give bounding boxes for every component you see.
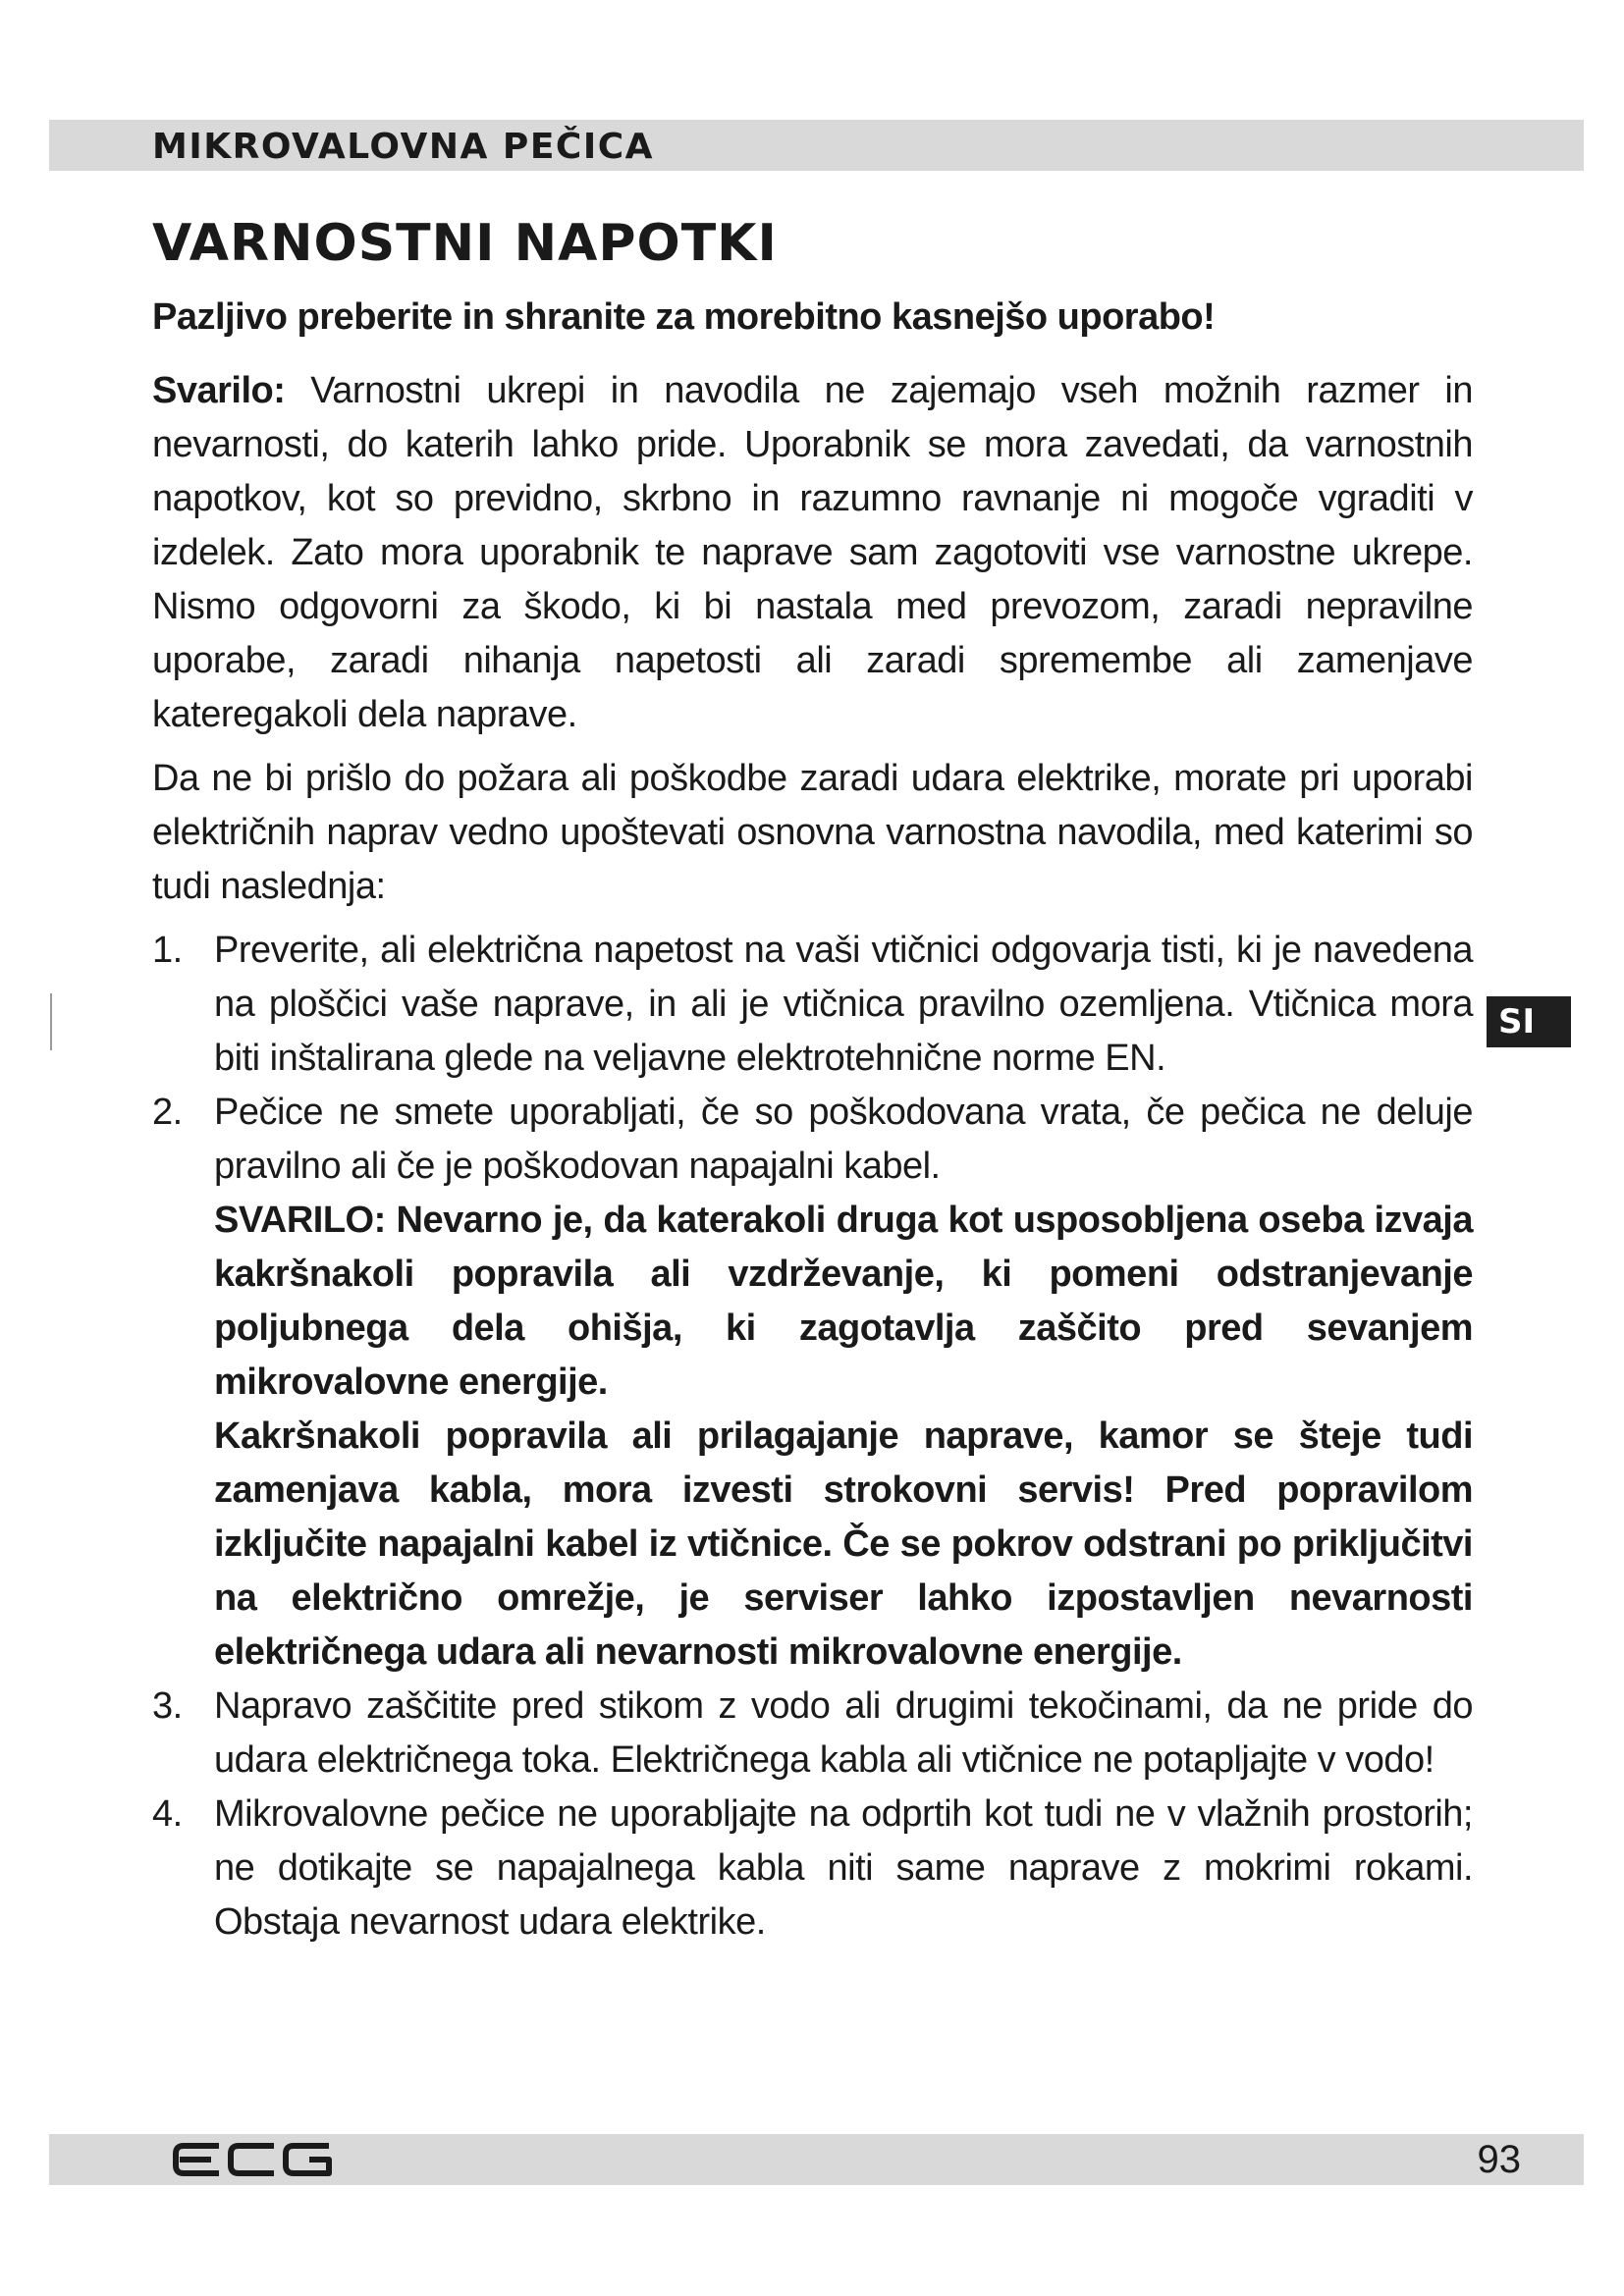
list-item-text: Napravo zaščitite pred stikom z vodo ali drugimi tekočinami, da ne pride do udara električnega toka. Električnega kabla ali vtičnice ne potapljajte v vodo! [214, 1685, 1473, 1781]
logo-text: ECG [172, 2138, 175, 2139]
list-item [152, 924, 1473, 1086]
repair-bold-text: Kakršnakoli popravila ali prilagajanje naprave, kamor se šteje tudi zamenjava kabla, mora izvesti strokovni servis! Pred popravilom izključite napajalni kabel iz vtičnice. Če se pokrov odstrani po priključitvi na električno omrežje, je serviser lahko izpostavljen nevarnosti električnega udara ali nevarnosti mikrovalovne energije. [214, 1415, 1473, 1673]
warning-bold-text: SVARILO: Nevarno je, da katerakoli druga kot usposobljena oseba izvaja kakršnakoli popravila ali vzdrževanje, ki pomeni odstranjevanje poljubnega dela ohišja, ki zagotavlja zaščito pred sevanjem mikrovalovne energije. [214, 1200, 1473, 1403]
list-item-text: Mikrovalovne pečice ne uporabljajte na odprtih kot tudi ne v vlažnih prostorih; ne dotikajte se napajalnega kabla niti same naprave z mokrimi rokami. Obstaja nevarnost udara elektrike. [214, 1793, 1473, 1943]
warning-label: Svarilo: [152, 370, 286, 411]
subtitle: Pazljivo preberite in shranite za morebitno kasnejšo uporabo! [152, 296, 1216, 338]
safety-list [152, 924, 1473, 1949]
header-title: MIKROVALOVNA PEČICA [152, 127, 655, 167]
ecg-logo-icon [172, 2138, 339, 2181]
list-item-text: Preverite, ali električna napetost na vaši vtičnici odgovarja tisti, ki je navedena na ploščici vaše naprave, in ali je vtičnica pravilno ozemljena. Vtičnica mora biti inštalirana glede na veljavne elektrotehnične norme EN. [214, 930, 1473, 1079]
list-item-number: 3. [152, 1685, 183, 1727]
list-item-number: 4. [152, 1793, 183, 1835]
warning-text: Varnostni ukrepi in navodila ne zajemajo vseh možnih razmer in nevarnosti, do katerih lahko pride. Uporabnik se mora zavedati, da varnostnih napotkov, kot so previdno, skrbno in razumno ravnanje ni mogoče vgraditi v izdelek. Zato mora uporabnik te naprave sam zagotoviti vse varnostne ukrepe. Nismo odgovorni za škodo, ki bi nastala med prevozom, zaradi nepravilne uporabe, zaradi nihanja napetosti ali zaradi spremembe ali zamenjave kateregakoli dela naprave. [152, 370, 1473, 735]
list-item-text: Pečice ne smete uporabljati, če so poškodovana vrata, če pečica ne deluje pravilno ali če je poškodovan napajalni kabel. [214, 1092, 1473, 1187]
header-bar [49, 120, 1584, 171]
list-item-number: 1. [152, 930, 183, 971]
page-title: VARNOSTNI NAPOTKI [152, 214, 778, 273]
list-item [152, 1788, 1473, 1949]
margin-mark [50, 993, 52, 1050]
intro-paragraph: Da ne bi prišlo do požara ali poškodbe zaradi udara elektrike, morate pri uporabi električnih naprav vedno upoštevati osnovna varnostna navodila, med katerimi so tudi naslednja: [152, 758, 1473, 907]
page-number: 93 [1477, 2138, 1521, 2181]
list-item [152, 1086, 1473, 1680]
warning-paragraph [152, 364, 1473, 742]
list-item [152, 1680, 1473, 1788]
language-tab: SI [1487, 996, 1571, 1047]
content [152, 291, 1473, 1949]
list-item-number: 2. [152, 1092, 183, 1133]
footer-bar [49, 2134, 1584, 2185]
